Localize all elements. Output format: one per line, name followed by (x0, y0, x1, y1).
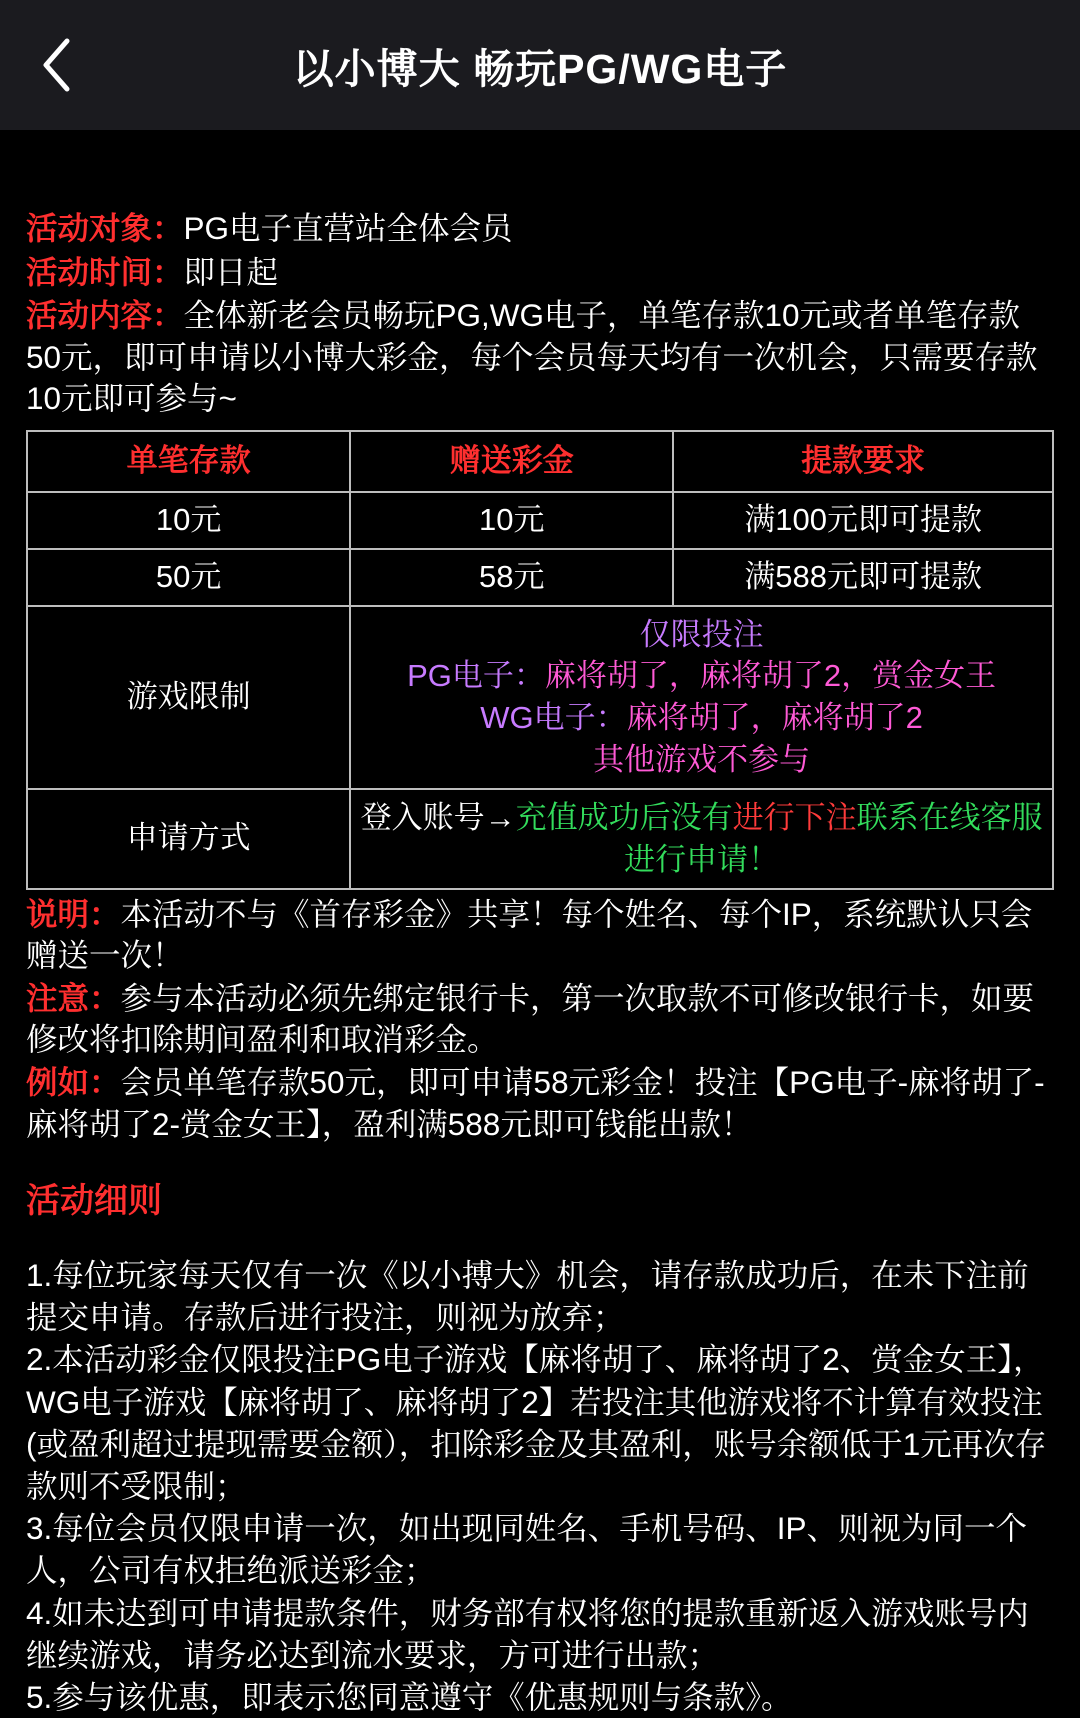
promotion-table (26, 430, 1054, 890)
limit-wg-prefix: WG电子： (480, 700, 627, 736)
limit-line-2 (355, 655, 1048, 697)
limit-line-3 (355, 697, 1048, 739)
back-button[interactable] (26, 35, 86, 95)
activity-content-label: 活动内容： (26, 297, 184, 334)
cell-withdraw-1: 满100元即可提款 (673, 492, 1053, 549)
table-header-withdraw: 提款要求 (673, 431, 1053, 492)
activity-content-value: 全体新老会员畅玩PG,WG电子，单笔存款10元或者单笔存款50元，即可申请以小博大彩金，每个会员每天均有一次机会，只需要存款10元即可参与~ (26, 297, 1038, 417)
limit-wg-games: 麻将胡了，麻将胡了2 (626, 700, 923, 736)
cell-game-limit-label: 游戏限制 (27, 606, 350, 789)
apply-seg-4: 联系在线客服进行申请！ (624, 799, 1043, 877)
rule-item: 1.每位玩家每天仅有一次《以小搏大》机会，请存款成功后，在未下注前提交申请。存款后进行投注，则视为放弃； (26, 1257, 1029, 1336)
rule-item: 4.如未达到可申请提款条件，财务部有权将您的提款重新返入游戏账号内继续游戏，请务必达到流水要求，方可进行出款； (26, 1594, 1029, 1673)
cell-apply-label: 申请方式 (27, 789, 350, 889)
table-row-apply (27, 789, 1053, 889)
note-explain-value: 本活动不与《首存彩金》共享！每个姓名、每个IP，系统默认只会赠送一次！ (26, 895, 1033, 974)
cell-bonus-1: 10元 (350, 492, 673, 549)
note-explain (26, 894, 1054, 977)
apply-seg-2: 充值成功后没有 (515, 799, 733, 835)
note-attention (26, 978, 1054, 1061)
page-title: 以小博大 畅玩PG/WG电子 (292, 45, 788, 92)
activity-target-value: PG电子直营站全体会员 (183, 210, 513, 246)
limit-line-1: 仅限投注 (639, 616, 764, 652)
rule-item: 5.参与该优惠，即表示您同意遵守《优惠规则与条款》。 (26, 1679, 793, 1716)
activity-time-value: 即日起 (183, 253, 279, 290)
activity-time-line (26, 252, 1054, 294)
cell-deposit-1: 10元 (27, 492, 350, 549)
cell-game-limit-value (350, 606, 1053, 789)
table-row (27, 492, 1053, 549)
note-explain-label: 说明： (26, 895, 121, 932)
chevron-left-icon (39, 37, 73, 93)
rules-list (26, 1254, 1054, 1718)
activity-content-line (26, 295, 1054, 420)
activity-target-label: 活动对象： (26, 210, 184, 246)
cell-withdraw-2: 满588元即可提款 (673, 549, 1053, 606)
activity-time-label: 活动时间： (26, 253, 184, 290)
rule-item: 3.每位会员仅限申请一次，如出现同姓名、手机号码、IP、则视为同一个人，公司有权拒绝派送彩金； (26, 1510, 1028, 1589)
notes-block (26, 894, 1054, 1145)
page-header (0, 0, 1080, 130)
apply-seg-1: 登入账号→ (360, 799, 516, 835)
cell-apply-value (350, 789, 1053, 889)
cell-deposit-2: 50元 (27, 549, 350, 606)
limit-pg-games: 麻将胡了，麻将胡了2，赏金女王 (544, 658, 997, 694)
table-row (27, 549, 1053, 606)
limit-pg-prefix: PG电子： (407, 658, 545, 694)
note-example-label: 例如： (26, 1063, 121, 1100)
rules-section-title: 活动细则 (26, 1182, 162, 1221)
note-example-value: 会员单笔存款50元，即可申请58元彩金！投注【PG电子-麻将胡了-麻将胡了2-赏金女王】，盈利满588元即可钱能出款！ (26, 1063, 1045, 1142)
note-attention-value: 参与本活动必须先绑定银行卡，第一次取款不可修改银行卡，如要修改将扣除期间盈利和取消彩金。 (26, 979, 1035, 1058)
promotion-content (0, 130, 1080, 1718)
table-header-row (27, 431, 1053, 492)
note-attention-label: 注意： (26, 979, 121, 1016)
table-header-deposit: 单笔存款 (27, 431, 350, 492)
note-example (26, 1062, 1054, 1145)
limit-line-4: 其他游戏不参与 (593, 742, 811, 778)
activity-target-line (26, 208, 1054, 250)
table-row-game-limit (27, 606, 1053, 789)
rule-item: 2.本活动彩金仅限投注PG电子游戏【麻将胡了、麻将胡了2、赏金女王】，WG电子游戏【麻将胡了、麻将胡了2】若投注其他游戏将不计算有效投注(或盈利超过提现需要金额），扣除彩金及其盈利，账号余额低于1元再次存款则不受限制； (26, 1341, 1047, 1505)
cell-bonus-2: 58元 (350, 549, 673, 606)
apply-seg-3: 进行下注 (732, 799, 857, 835)
table-header-bonus: 赠送彩金 (350, 431, 673, 492)
